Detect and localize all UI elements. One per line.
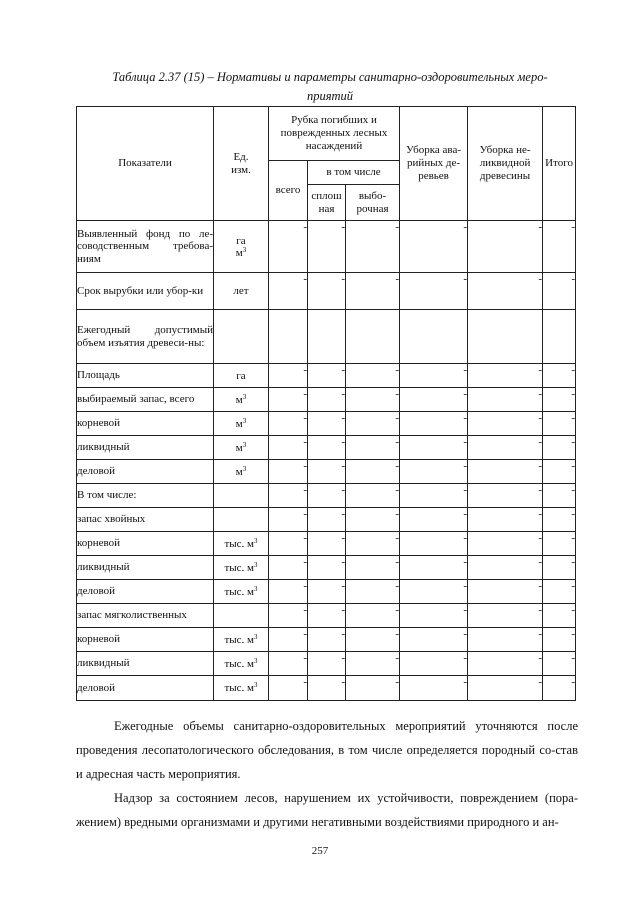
table-row [77, 388, 576, 412]
header-total: всего [269, 161, 308, 221]
cell-value: - [543, 484, 576, 508]
cell-value: - [400, 388, 468, 412]
cell-value: - [468, 388, 543, 412]
row-unit: $м^3$ [214, 388, 269, 412]
row-unit: тыс. $м^3$ [214, 652, 269, 676]
row-name: В том числе: [77, 484, 214, 508]
cell-value: - [400, 273, 468, 310]
cell-value: - [346, 412, 400, 436]
cell-value: - [346, 508, 400, 532]
cell-value: - [543, 532, 576, 556]
cell-value [468, 310, 543, 364]
row-name: ликвидный [77, 436, 214, 460]
cell-value: - [543, 412, 576, 436]
row-name: корневой [77, 532, 214, 556]
cell-value: - [400, 556, 468, 580]
cell-value: - [543, 508, 576, 532]
header-sum: Итого [543, 107, 576, 221]
table-row [77, 652, 576, 676]
row-unit: тыс. $м^3$ [214, 580, 269, 604]
cell-value: - [308, 628, 346, 652]
cell-value: - [308, 364, 346, 388]
cell-value: - [543, 273, 576, 310]
paragraph-1 [76, 714, 578, 786]
row-name: Выявленный фонд по ле-соводственным требова-ниям [77, 221, 214, 273]
cell-value: - [543, 628, 576, 652]
row-unit: $м^3$ [214, 436, 269, 460]
cell-value: - [346, 364, 400, 388]
cell-value: - [468, 652, 543, 676]
table-row [77, 412, 576, 436]
cell-value: - [543, 556, 576, 580]
cell-value: - [346, 484, 400, 508]
cell-value: - [308, 532, 346, 556]
table-row [77, 604, 576, 628]
cell-value: - [269, 628, 308, 652]
cell-value: - [308, 604, 346, 628]
row-unit: тыс. $м^3$ [214, 676, 269, 701]
cell-value: - [269, 436, 308, 460]
cell-value: - [543, 436, 576, 460]
cell-value: - [543, 221, 576, 273]
table-row [77, 460, 576, 484]
cell-value: - [308, 388, 346, 412]
row-unit [214, 508, 269, 532]
row-unit: $м^3$ [214, 412, 269, 436]
header-emergency: Уборка ава-рийных де-ревьев [400, 107, 468, 221]
cell-value: - [400, 221, 468, 273]
row-unit [214, 310, 269, 364]
table-row [77, 676, 576, 701]
cell-value: - [468, 508, 543, 532]
cell-value: - [346, 221, 400, 273]
cell-value: - [269, 532, 308, 556]
cell-value [308, 310, 346, 364]
header-clear: сплош ная [308, 185, 346, 221]
cell-value: - [269, 221, 308, 273]
row-name: запас хвойных [77, 508, 214, 532]
cell-value: - [269, 484, 308, 508]
cell-value: - [468, 460, 543, 484]
cell-value: - [468, 484, 543, 508]
cell-value: - [543, 676, 576, 701]
header-unit-line2: изм. [231, 163, 251, 176]
cell-value: - [346, 532, 400, 556]
row-unit: тыс. $м^3$ [214, 532, 269, 556]
cell-value: - [468, 580, 543, 604]
cell-value: - [269, 676, 308, 701]
cell-value: - [400, 652, 468, 676]
cell-value: - [346, 580, 400, 604]
cell-value: - [468, 436, 543, 460]
table-caption-line2: приятий [306, 89, 354, 103]
cell-value: - [468, 628, 543, 652]
table-row [77, 580, 576, 604]
page-number: 257 [311, 845, 329, 857]
cell-value: - [400, 532, 468, 556]
cell-value: - [400, 460, 468, 484]
cell-value: - [269, 556, 308, 580]
cell-value: - [400, 412, 468, 436]
cell-value: - [543, 364, 576, 388]
cell-value: - [346, 388, 400, 412]
cell-value: - [468, 676, 543, 701]
row-unit: $м^3$ [214, 460, 269, 484]
cell-value: - [308, 652, 346, 676]
cell-value: - [400, 676, 468, 701]
cell-value: - [400, 580, 468, 604]
paragraph-2 [76, 786, 578, 834]
row-name: Ежегодный допустимый объем изъятия древеси-ны: [77, 310, 214, 364]
cell-value: - [308, 436, 346, 460]
cell-value: - [543, 460, 576, 484]
cell-value: - [308, 676, 346, 701]
row-name: деловой [77, 580, 214, 604]
row-unit: га $м^3$ [214, 221, 269, 273]
cell-value: - [269, 388, 308, 412]
row-name: Площадь [77, 364, 214, 388]
table-row [77, 556, 576, 580]
cell-value: - [346, 676, 400, 701]
paragraph-2-text: Надзор за состоянием лесов, нарушением их устойчивости, повреждением (пора-жением) вредными организмами и другими негативными воздействиями природного и ан- [76, 791, 578, 829]
cell-value: - [308, 508, 346, 532]
cell-value: - [346, 652, 400, 676]
row-unit: га [214, 364, 269, 388]
cell-value: - [308, 460, 346, 484]
cell-value: - [308, 221, 346, 273]
table-row [77, 436, 576, 460]
header-liquid: Уборка не-ликвидной древесины [468, 107, 543, 221]
table-row [77, 532, 576, 556]
table-row [77, 508, 576, 532]
cell-value: - [308, 273, 346, 310]
cell-value: - [400, 484, 468, 508]
row-name: Срок вырубки или убор-ки [77, 273, 214, 310]
table-row [77, 310, 576, 364]
cell-value: - [308, 484, 346, 508]
cell-value: - [468, 273, 543, 310]
cell-value: - [400, 604, 468, 628]
cell-value: - [468, 556, 543, 580]
cell-value: - [468, 412, 543, 436]
cell-value: - [269, 460, 308, 484]
cell-value: - [543, 388, 576, 412]
cell-value: - [468, 221, 543, 273]
cell-value: - [269, 412, 308, 436]
cell-value [346, 310, 400, 364]
row-name: корневой [77, 412, 214, 436]
cell-value: - [468, 364, 543, 388]
row-name: ликвидный [77, 556, 214, 580]
cell-value: - [346, 436, 400, 460]
row-name: ликвидный [77, 652, 214, 676]
cell-value: - [346, 460, 400, 484]
cell-value: - [346, 273, 400, 310]
cell-value: - [308, 556, 346, 580]
cell-value: - [400, 508, 468, 532]
cell-value: - [269, 604, 308, 628]
norms-table [76, 106, 576, 701]
cell-value: - [400, 436, 468, 460]
cell-value: - [346, 604, 400, 628]
paragraph-1-text: Ежегодные объемы санитарно-оздоровительных мероприятий уточняются после проведения лесопатологического обследования, в том числе определяется породный со-став и адресная часть мероприятия. [76, 719, 578, 781]
cell-value: - [346, 628, 400, 652]
cell-value: - [346, 556, 400, 580]
header-incl: в том числе [308, 161, 400, 185]
table-row [77, 273, 576, 310]
cell-value: - [269, 273, 308, 310]
cell-value: - [543, 604, 576, 628]
cell-value [543, 310, 576, 364]
cell-value [400, 310, 468, 364]
row-unit [214, 484, 269, 508]
cell-value: - [308, 412, 346, 436]
cell-value: - [269, 508, 308, 532]
cell-value: - [269, 364, 308, 388]
header-selective: выбо-рочная [346, 185, 400, 221]
cell-value: - [400, 628, 468, 652]
row-unit [214, 604, 269, 628]
cell-value: - [468, 604, 543, 628]
table-row [77, 364, 576, 388]
cell-value: - [269, 652, 308, 676]
table-body [77, 221, 576, 701]
row-name: деловой [77, 460, 214, 484]
cell-value: - [308, 580, 346, 604]
row-unit: тыс. $м^3$ [214, 556, 269, 580]
table-row [77, 221, 576, 273]
table-row [77, 628, 576, 652]
table-caption-line1: Таблица 2.37 (15) – Нормативы и параметры санитарно-оздоровительных меро- [112, 70, 548, 84]
table-row [77, 484, 576, 508]
row-name: выбираемый запас, всего [77, 388, 214, 412]
row-unit: лет [214, 273, 269, 310]
header-unit-line1: Ед. [233, 150, 249, 163]
header-unit [214, 107, 269, 221]
cell-value: - [468, 532, 543, 556]
row-unit: тыс. $м^3$ [214, 628, 269, 652]
header-indicator: Показатели [77, 107, 214, 221]
cell-value: - [269, 580, 308, 604]
cell-value: - [543, 580, 576, 604]
cell-value: - [543, 652, 576, 676]
cell-value: - [400, 364, 468, 388]
row-name: запас мягколиственных [77, 604, 214, 628]
header-cutting: Рубка погибших и поврежденных лесных насаждений [269, 107, 400, 161]
row-name: деловой [77, 676, 214, 701]
row-name: корневой [77, 628, 214, 652]
cell-value [269, 310, 308, 364]
